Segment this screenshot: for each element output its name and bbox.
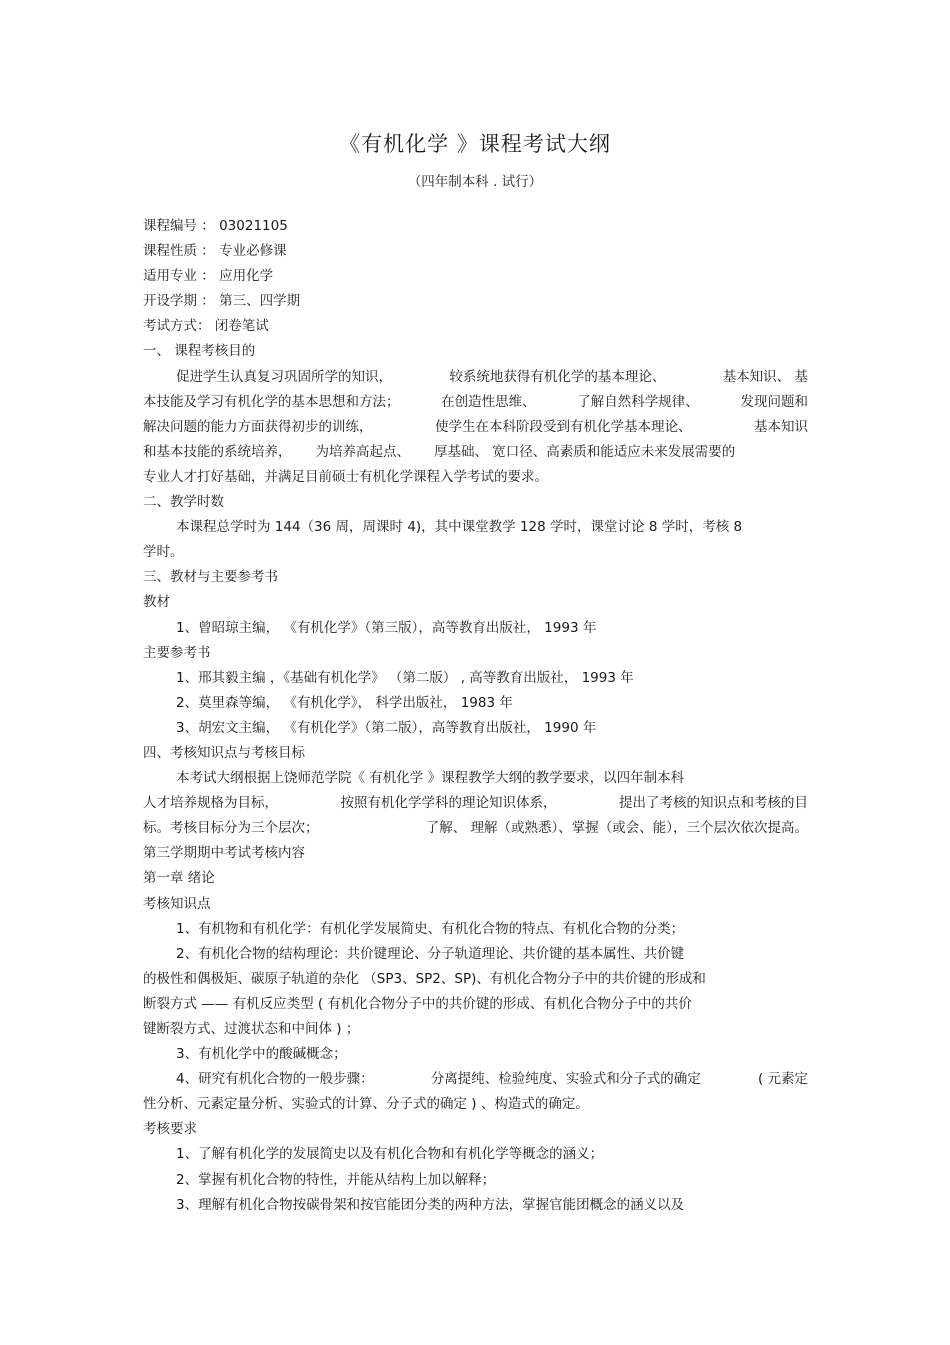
text-segment: 考核要求	[143, 1121, 197, 1138]
text-line	[143, 214, 808, 239]
text-line	[143, 866, 808, 891]
text-segment: 2、有机化合物的结构理论：共价键理论、分子轨道理论、共价键的基本属性、共价键	[176, 945, 685, 962]
text-segment: 2、掌握有机化合物的特性，并能从结构上加以解释；	[176, 1171, 496, 1188]
text-segment: 为培养高起点、	[315, 443, 410, 460]
text-line	[143, 264, 808, 289]
document-body	[143, 214, 808, 1218]
text-line	[143, 490, 808, 515]
text-segment: 课程编号 ： 03021105	[143, 218, 288, 234]
text-segment: 键断裂方式、过渡状态和中间体 ) ；	[143, 1021, 360, 1037]
text-line	[143, 691, 808, 716]
text-segment: 了解自然科学规律、	[577, 393, 699, 410]
text-segment: 标。考核目标分为三个层次；	[143, 820, 319, 837]
text-segment: 课程性质 ： 专业必修课	[143, 243, 287, 260]
text-line	[143, 716, 808, 741]
text-segment: 四、考核知识点与考核目标	[143, 744, 305, 761]
text-line	[143, 791, 808, 816]
text-segment: 4、研究有机化合物的一般步骤：	[176, 1071, 374, 1088]
document-subtitle: （四年制本科 . 试行）	[407, 174, 543, 190]
text-segment: 二、教学时数	[143, 494, 224, 511]
text-segment: 考试方式： 闭卷笔试	[143, 318, 269, 335]
text-line	[143, 917, 808, 942]
text-segment: 提出了考核的知识点和考核的目	[619, 795, 808, 812]
text-segment: 发现问题和	[740, 393, 808, 410]
text-segment: 人才培养规格为目标，	[143, 795, 278, 812]
text-line	[143, 590, 808, 615]
text-segment: 考核知识点	[143, 895, 211, 912]
text-segment: 第三学期期中考试考核内容	[143, 845, 305, 862]
text-segment: 了解、 理解（或熟悉）、掌握（或会、能），三个层次依次提高。	[425, 820, 808, 837]
text-segment: 1、曾昭琼主编， 《有机化学》（第三版），高等教育出版社， 1993 年	[176, 619, 597, 636]
text-segment: 厚基础、 宽口径、高素质和能适应未来发展需要的	[434, 443, 736, 460]
text-line	[143, 314, 808, 339]
text-line	[143, 1168, 808, 1193]
text-segment: 学时。	[143, 544, 184, 561]
text-line	[143, 1142, 808, 1167]
text-line	[143, 390, 808, 415]
text-segment: 专业人才打好基础，并满足目前硕士有机化学课程入学考试的要求。	[143, 468, 548, 485]
text-segment: 三、教材与主要参考书	[143, 569, 278, 586]
text-line	[143, 339, 808, 364]
text-line	[143, 1067, 808, 1092]
text-segment: ( 元素定	[757, 1071, 808, 1088]
text-segment: 较系统地获得有机化学的基本理论、	[449, 368, 666, 385]
text-segment: 本考试大纲根据上饶师范学院《 有机化学 》课程教学大纲的教学要求，以四年制本科	[176, 770, 685, 787]
text-line	[143, 440, 808, 465]
text-line	[143, 1017, 808, 1042]
text-segment: 和基本技能的系统培养，	[143, 443, 292, 460]
text-segment: 分离提纯、检验纯度、实验式和分子式的确定	[430, 1071, 701, 1088]
text-line	[143, 365, 808, 390]
text-line	[143, 415, 808, 440]
text-segment: 本课程总学时为 144（36 周，周课时 4)，其中课堂教学 128 学时，课堂讨论 8 学时，考核 8	[176, 519, 743, 536]
text-segment: 在创造性思维、	[441, 393, 536, 410]
text-segment: 促进学生认真复习巩固所学的知识，	[176, 368, 392, 385]
text-line	[143, 289, 808, 314]
text-line	[143, 1092, 808, 1117]
text-segment: 1、了解有机化学的发展简史以及有机化合物和有机化学等概念的涵义；	[176, 1146, 604, 1163]
text-segment: 3、有机化学中的酸碱概念；	[176, 1046, 347, 1063]
text-segment: 开设学期 ： 第三、四学期	[143, 293, 301, 310]
text-segment: 基本知识、 基	[722, 368, 808, 385]
text-segment: 主要参考书	[143, 644, 211, 661]
text-line	[143, 816, 808, 841]
text-line	[143, 892, 808, 917]
text-segment: 1、有机物和有机化学：有机化学发展简史、有机化合物的特点、有机化合物的分类；	[176, 920, 685, 937]
text-line	[143, 616, 808, 641]
text-line	[143, 641, 808, 666]
text-segment: 本技能及学习有机化学的基本思想和方法；	[143, 393, 400, 410]
text-segment: 3、胡宏文主编， 《有机化学》（第二版），高等教育出版社， 1990 年	[176, 719, 597, 736]
text-segment: 基本知识	[754, 418, 808, 435]
text-segment: 使学生在本科阶段受到有机化学基本理论、	[435, 418, 692, 435]
text-line	[143, 1117, 808, 1142]
text-line	[143, 565, 808, 590]
text-line	[143, 741, 808, 766]
text-line	[143, 967, 808, 992]
text-line	[143, 515, 808, 540]
text-segment: 2、莫里森等编， 《有机化学》， 科学出版社， 1983 年	[176, 694, 513, 711]
document-title: 《有机化学 》课程考试大纲	[339, 132, 611, 156]
text-segment: 教材	[143, 594, 170, 611]
text-segment: 3、理解有机化合物按碳骨架和按官能团分类的两种方法，掌握官能团概念的涵义以及	[176, 1196, 685, 1213]
text-segment: 性分析、元素定量分析、实验式的计算、分子式的确定 ) 、构造式的确定。	[143, 1096, 589, 1113]
text-line	[143, 465, 808, 490]
text-line	[143, 239, 808, 264]
text-line	[143, 942, 808, 967]
text-segment: 断裂方式 —— 有机反应类型 ( 有机化合物分子中的共价键的形成、有机化合物分子中的共价	[143, 995, 692, 1012]
text-segment: 按照有机化学学科的理论知识体系，	[340, 795, 557, 812]
text-segment: 一、 课程考核目的	[143, 343, 256, 360]
text-line	[143, 540, 808, 565]
text-segment: 第一章 绪论	[143, 870, 215, 887]
text-line	[143, 666, 808, 691]
text-line	[143, 992, 808, 1017]
text-line	[143, 766, 808, 791]
text-segment: 的极性和偶极矩、碳原子轨道的杂化 （SP3、SP2、SP)、有机化合物分子中的共价键的形成和	[143, 970, 706, 987]
text-line	[143, 841, 808, 866]
text-segment: 适用专业 ： 应用化学	[143, 268, 274, 285]
text-segment: 解决问题的能力方面获得初步的训练，	[143, 418, 373, 435]
text-line	[143, 1193, 808, 1218]
text-line	[143, 1042, 808, 1067]
text-segment: 1、邢其毅主编 ，《基础有机化学》 （第二版） , 高等教育出版社， 1993 年	[176, 669, 634, 686]
